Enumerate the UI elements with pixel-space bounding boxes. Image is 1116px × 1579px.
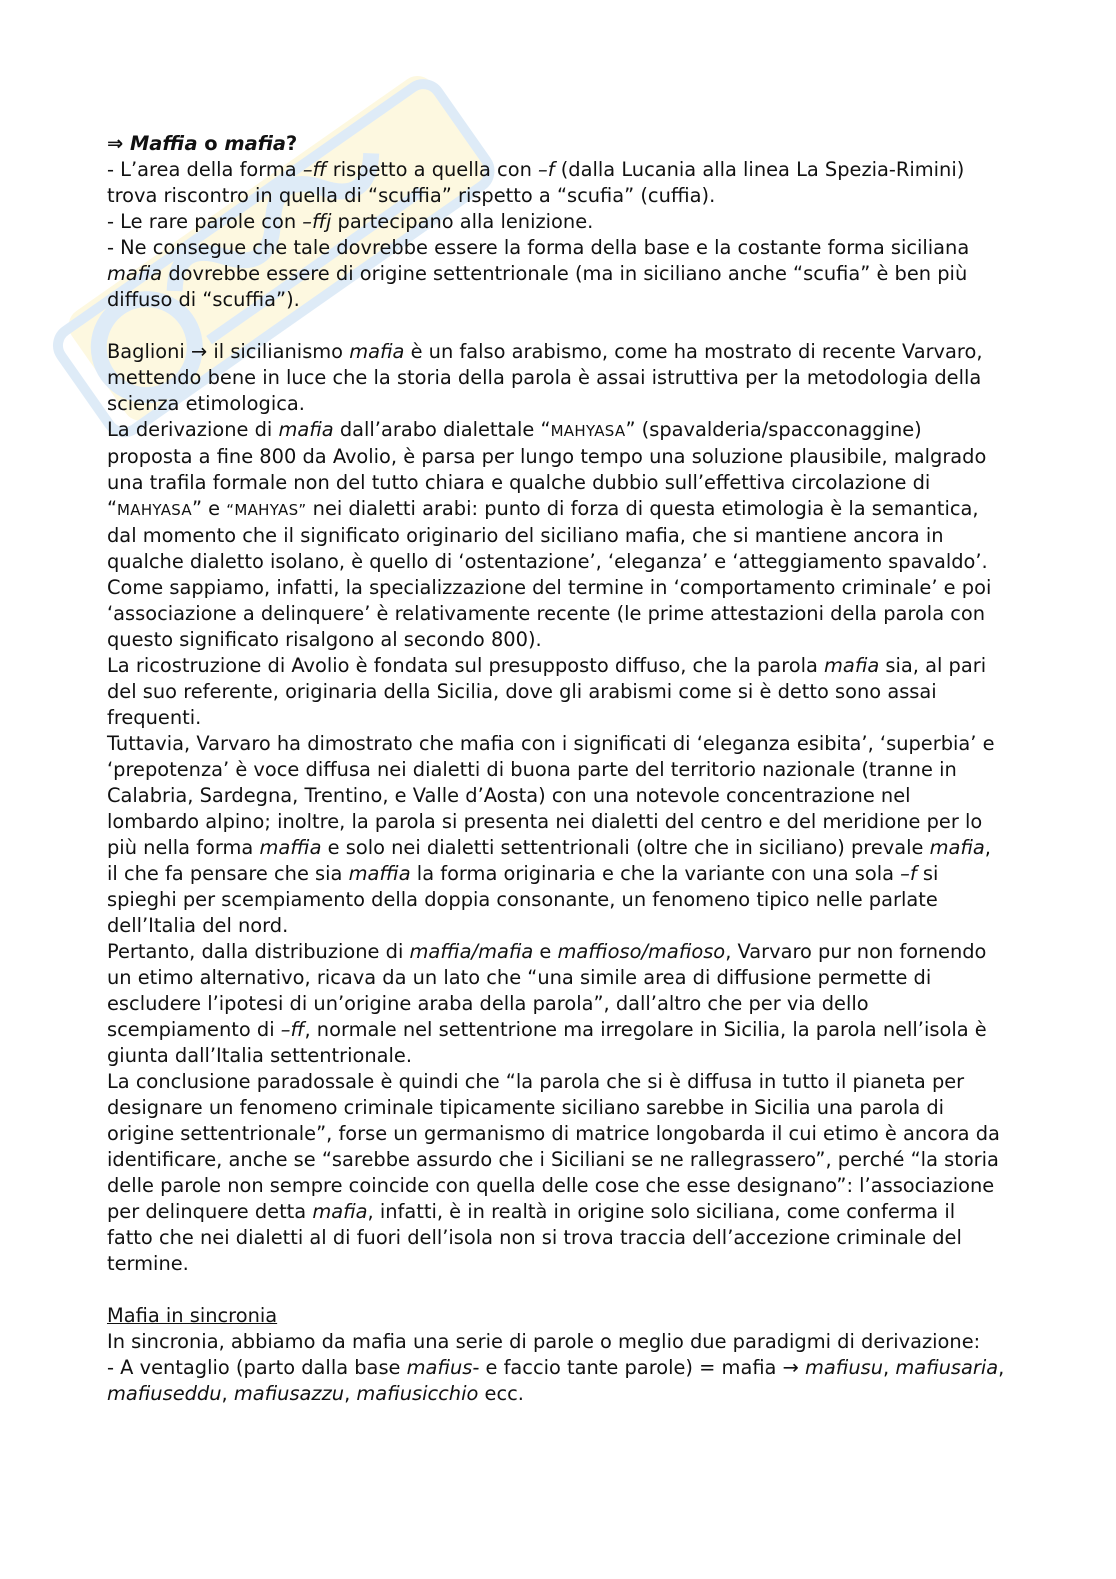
document-body bbox=[107, 131, 1007, 1407]
paragraph-baglioni: Baglioni → il sicilianismo mafia è un falso arabismo, come ha mostrato di recente Varvaro, mettendo bene in luce che la storia della parola è assai istruttiva per la metodologia della scienza etimologica. bbox=[107, 340, 983, 415]
bullet-3: - Ne consegue che tale dovrebbe essere la forma della base e la costante forma siciliana mafia dovrebbe essere di origine settentrionale (ma in siciliano anche “scufia” è ben più diffuso di “scuffia”). bbox=[107, 236, 970, 311]
subsection-intro: In sincronia, abbiamo da mafia una serie di parole o meglio due paradigmi di derivazione: bbox=[107, 1330, 981, 1353]
arrow-icon: ⇒ bbox=[107, 132, 124, 155]
section-heading bbox=[107, 131, 1007, 157]
subsection-title: Mafia in sincronia bbox=[107, 1304, 278, 1327]
heading-conj: o bbox=[197, 132, 225, 155]
paragraph-derivazione: La derivazione di mafia dall’arabo dialettale “MAHYASA” (spavalderia/spacconaggine) proposta a fine 800 da Avolio, è parsa per lungo tempo una soluzione plausibile, malgrado una trafila formale non del tutto chiara e qualche dubbio sull’effettiva circolazione di “MAHYASA” e “MAHYAS” nei dialetti arabi: punto di forza di questa etimologia è la semantica, dal momento che il significato originario del siciliano mafia, che si mantiene ancora in qualche dialetto isolano, è quello di ‘ostentazione’, ‘eleganza’ e ‘atteggiamento spavaldo’. Come sappiamo, infatti, la specializzazione del termine in ‘comportamento criminale’ e poi ‘associazione a delinquere’ è relativamente recente (le prime attestazioni della parola con questo significato risalgono al secondo 800). bbox=[107, 418, 992, 651]
heading-word-2: mafia bbox=[224, 132, 287, 155]
derivation-item: - A ventaglio (parto dalla base mafius- e faccio tante parole) = mafia → mafiusu, mafiusaria, mafiuseddu, mafiusazzu, mafiusicchio ecc. bbox=[107, 1356, 1005, 1405]
paragraph-avolio: La ricostruzione di Avolio è fondata sul presupposto diffuso, che la parola mafia sia, al pari del suo referente, originaria della Sicilia, dove gli arabismi come si è detto sono assai frequenti. bbox=[107, 654, 987, 729]
heading-question: ? bbox=[286, 132, 298, 155]
paragraph-conclusione: La conclusione paradossale è quindi che “la parola che si è diffusa in tutto il pianeta per designare un fenomeno criminale tipicamente siciliano sarebbe in Sicilia una parola di origine settentrionale”, forse un germanismo di matrice longobarda il cui etimo è ancora da identificare, anche se “sarebbe assurdo che i Siciliani se ne rallegrassero”, perché “la storia delle parole non sempre coincide con quella delle cose che esse designano”: l’associazione per delinquere detta mafia, infatti, è in realtà in origine solo siciliana, come conferma il fatto che nei dialetti al di fuori dell’isola non si trova traccia dell’accezione criminale del termine. bbox=[107, 1070, 1000, 1275]
bullet-2: - Le rare parole con –ffj partecipano alla lenizione. bbox=[107, 210, 594, 233]
paragraph-varvaro: Tuttavia, Varvaro ha dimostrato che mafia con i significati di ‘eleganza esibita’, ‘superbia’ e ‘prepotenza’ è voce diffusa nei dialetti di buona parte del territorio nazionale (tranne in Calabria, Sardegna, Trentino, e Valle d’Aosta) con una notevole concentrazione nel lombardo alpino; inoltre, la parola si presenta nei dialetti del centro e del meridione per lo più nella forma maffia e solo nei dialetti settentrionali (oltre che in siciliano) prevale mafia, il che fa pensare che sia maffia la forma originaria e che la variante con una sola –f si spieghi per scempiamento della doppia consonante, un fenomeno tipico nelle parlate dell’Italia del nord. bbox=[107, 732, 995, 937]
heading-word-1: Maffia bbox=[130, 132, 198, 155]
bullet-1: - L’area della forma –ff rispetto a quella con –f (dalla Lucania alla linea La Spezia-Rimini) trova riscontro in quella di “scuffia” rispetto a “scufia” (cuffia). bbox=[107, 158, 965, 207]
paragraph-pertanto: Pertanto, dalla distribuzione di maffia/mafia e maffioso/mafioso, Varvaro pur non fornendo un etimo alternativo, ricava da un lato che “una simile area di diffusione permette di escludere l’ipotesi di un’origine araba della parola”, dall’altro che per via dello scempiamento di –ff, normale nel settentrione ma irregolare in Sicilia, la parola nell’isola è giunta dall’Italia settentrionale. bbox=[107, 940, 987, 1067]
